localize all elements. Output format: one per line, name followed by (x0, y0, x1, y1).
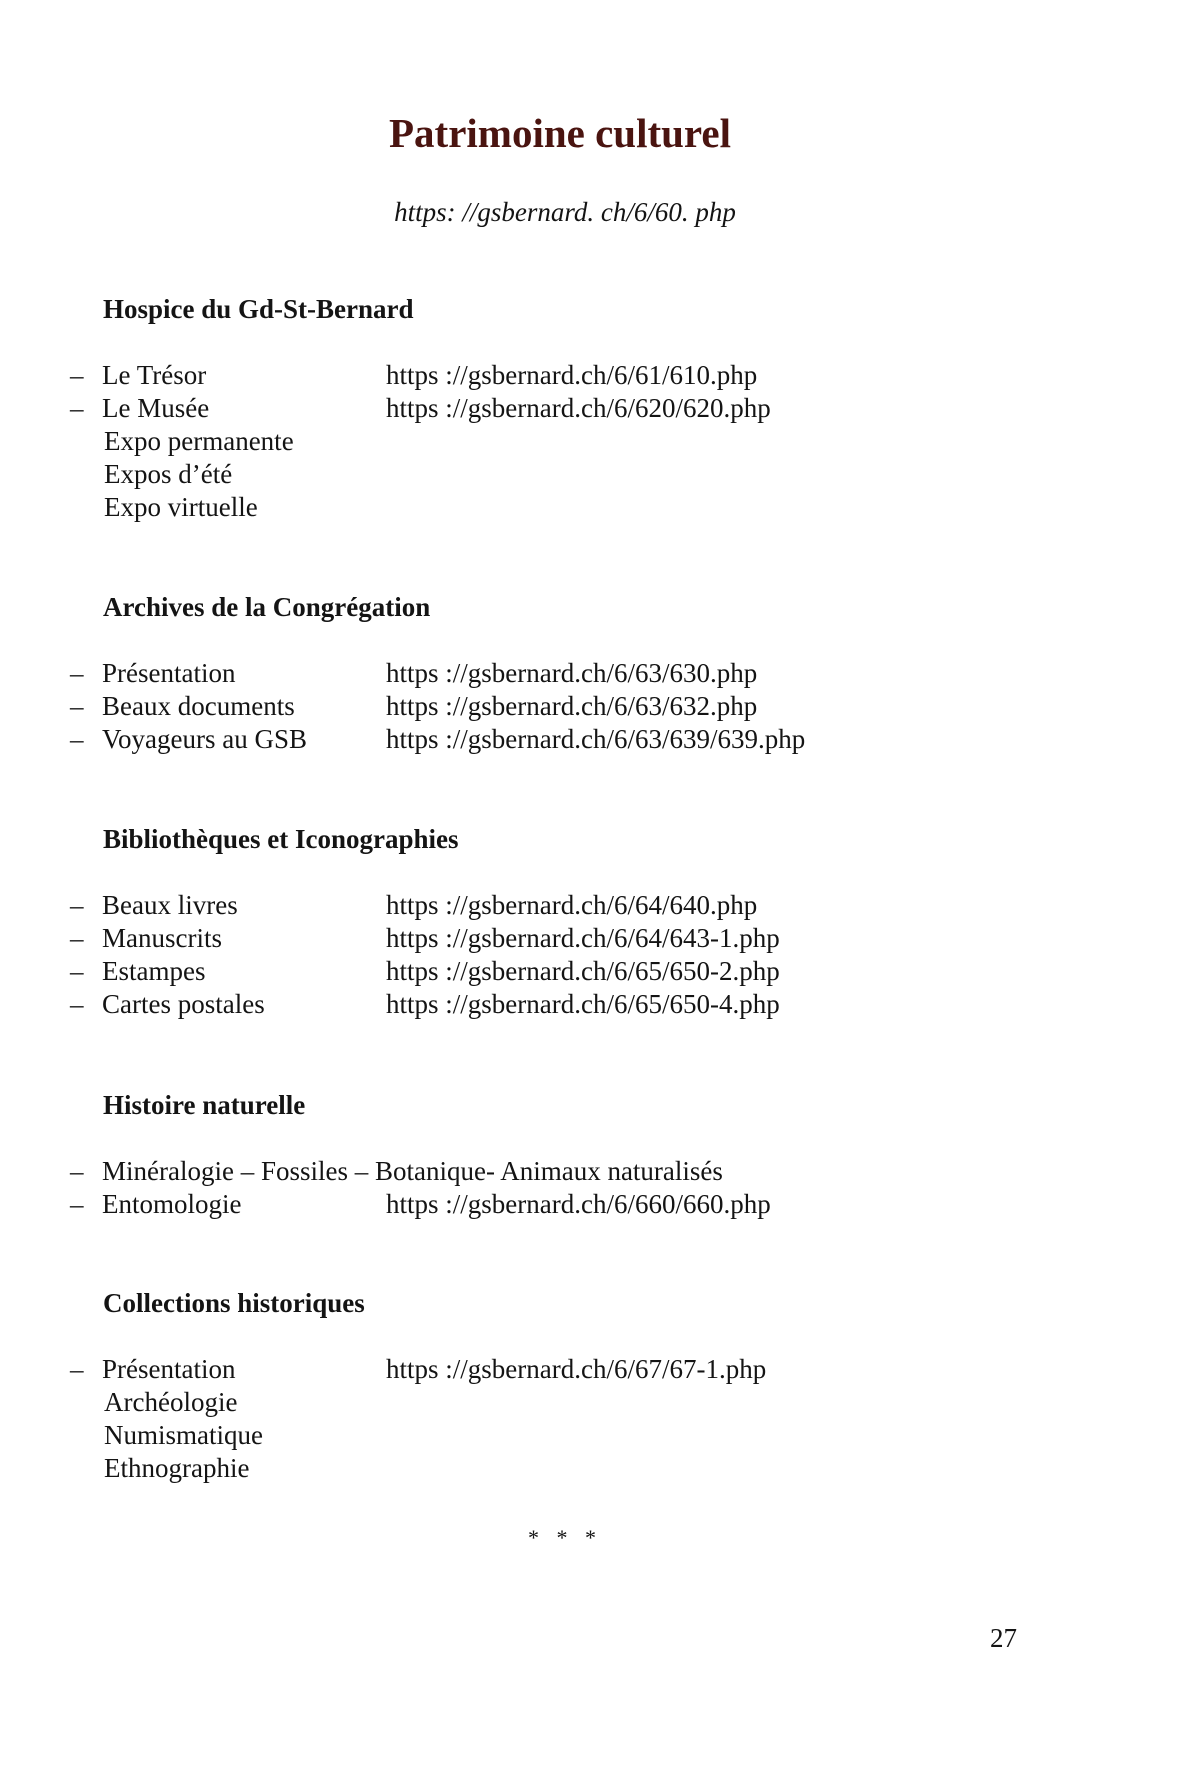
list-item (0, 689, 1181, 723)
item-label: Estampes (102, 956, 206, 986)
bullet-dash: – (70, 1189, 84, 1219)
item-label: Entomologie (102, 1189, 242, 1219)
list-subitem (0, 490, 1181, 524)
bullet-dash: – (70, 1354, 84, 1384)
item-label: Le Trésor (102, 360, 207, 390)
item-label: Le Musée (102, 393, 210, 423)
item-label: Présentation (102, 1354, 236, 1384)
list-subitem (0, 457, 1181, 491)
list-subitem (0, 1451, 1181, 1485)
subitem-label: Numismatique (104, 1420, 263, 1450)
bullet-dash: – (70, 923, 84, 953)
item-url-link[interactable]: https ://gsbernard.ch/6/67/67-1.php (386, 1354, 767, 1384)
item-label: Manuscrits (102, 923, 222, 953)
list-subitem (0, 1385, 1181, 1419)
list-item (0, 391, 1181, 425)
list-item (0, 987, 1181, 1021)
section-separator: * * * (528, 1525, 602, 1550)
list-item (0, 722, 1181, 756)
item-label: Présentation (102, 658, 236, 688)
list-item (0, 1154, 1181, 1188)
subitem-label: Expos d’été (104, 459, 233, 489)
subitem-label: Ethnographie (104, 1453, 250, 1483)
bullet-dash: – (70, 956, 84, 986)
item-url-link[interactable]: https ://gsbernard.ch/6/61/610.php (386, 360, 758, 390)
item-label: Cartes postales (102, 989, 265, 1019)
section-heading: Archives de la Congrégation (103, 592, 431, 622)
list-item (0, 656, 1181, 690)
subitem-label: Expo virtuelle (104, 492, 258, 522)
section-heading: Histoire naturelle (103, 1090, 306, 1120)
item-label: Minéralogie – Fossiles – Botanique- Animaux naturalisés (102, 1156, 723, 1186)
subitem-label: Expo permanente (104, 426, 294, 456)
item-url-link[interactable]: https ://gsbernard.ch/6/64/640.php (386, 890, 758, 920)
bullet-dash: – (70, 360, 84, 390)
list-item (0, 921, 1181, 955)
page-subtitle-url[interactable]: https: //gsbernard. ch/6/60. php (394, 197, 736, 227)
item-url-link[interactable]: https ://gsbernard.ch/6/660/660.php (386, 1189, 771, 1219)
list-item (0, 1352, 1181, 1386)
bullet-dash: – (70, 1156, 84, 1186)
item-url-link[interactable]: https ://gsbernard.ch/6/64/643-1.php (386, 923, 780, 953)
bullet-dash: – (70, 658, 84, 688)
subitem-label: Archéologie (104, 1387, 238, 1417)
page-number: 27 (990, 1623, 1017, 1653)
bullet-dash: – (70, 393, 84, 423)
section-heading: Hospice du Gd-St-Bernard (103, 294, 414, 324)
list-item (0, 358, 1181, 392)
list-subitem (0, 1418, 1181, 1452)
item-url-link[interactable]: https ://gsbernard.ch/6/63/632.php (386, 691, 758, 721)
section-heading: Bibliothèques et Iconographies (103, 824, 459, 854)
list-item (0, 1187, 1181, 1221)
bullet-dash: – (70, 890, 84, 920)
item-label: Beaux livres (102, 890, 238, 920)
item-label: Voyageurs au GSB (102, 724, 307, 754)
list-subitem (0, 424, 1181, 458)
item-url-link[interactable]: https ://gsbernard.ch/6/65/650-4.php (386, 989, 780, 1019)
item-url-link[interactable]: https ://gsbernard.ch/6/63/639/639.php (386, 724, 806, 754)
item-label: Beaux documents (102, 691, 295, 721)
list-item (0, 954, 1181, 988)
item-url-link[interactable]: https ://gsbernard.ch/6/620/620.php (386, 393, 771, 423)
section-heading: Collections historiques (103, 1288, 365, 1318)
bullet-dash: – (70, 724, 84, 754)
bullet-dash: – (70, 691, 84, 721)
list-item (0, 888, 1181, 922)
bullet-dash: – (70, 989, 84, 1019)
page-title: Patrimoine culturel (389, 110, 731, 156)
item-url-link[interactable]: https ://gsbernard.ch/6/65/650-2.php (386, 956, 780, 986)
item-url-link[interactable]: https ://gsbernard.ch/6/63/630.php (386, 658, 758, 688)
